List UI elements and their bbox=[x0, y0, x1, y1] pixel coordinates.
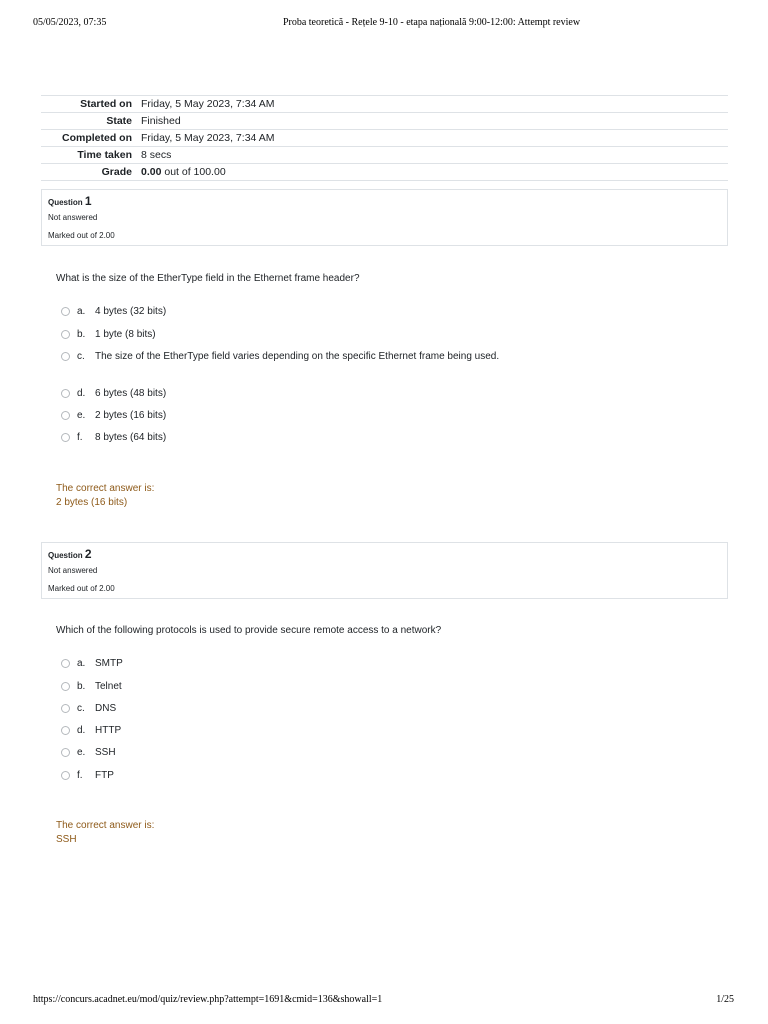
answer-option[interactable] bbox=[61, 386, 166, 400]
option-letter: e. bbox=[77, 746, 86, 758]
option-letter: b. bbox=[77, 680, 86, 692]
summary-value bbox=[141, 166, 226, 178]
summary-value: Finished bbox=[141, 115, 181, 127]
option-letter: d. bbox=[77, 387, 86, 399]
answer-option[interactable] bbox=[61, 679, 122, 693]
question-info-1 bbox=[41, 189, 728, 246]
radio-button[interactable] bbox=[61, 704, 70, 713]
summary-row-state bbox=[41, 113, 728, 130]
summary-row-time-taken bbox=[41, 147, 728, 164]
print-url: https://concurs.acadnet.eu/mod/quiz/review.php?attempt=1691&cmid=136&showall=1 bbox=[33, 994, 383, 1005]
option-text: 2 bytes (16 bits) bbox=[95, 409, 167, 421]
question-text: Which of the following protocols is used to provide secure remote access to a network? bbox=[56, 625, 442, 636]
radio-button[interactable] bbox=[61, 726, 70, 735]
answer-option[interactable] bbox=[61, 656, 123, 670]
option-letter: a. bbox=[77, 305, 86, 317]
summary-row-completed bbox=[41, 130, 728, 147]
radio-button[interactable] bbox=[61, 433, 70, 442]
option-letter: d. bbox=[77, 724, 86, 736]
print-header bbox=[0, 17, 768, 31]
summary-label: Time taken bbox=[77, 149, 132, 161]
question-label: Question bbox=[48, 198, 83, 207]
question-marks: Marked out of 2.00 bbox=[48, 584, 115, 593]
question-label: Question bbox=[48, 551, 83, 560]
summary-label: Started on bbox=[80, 98, 132, 110]
answer-option[interactable] bbox=[61, 349, 499, 363]
correct-answer-label: The correct answer is: bbox=[56, 820, 155, 831]
question-status: Not answered bbox=[48, 566, 98, 575]
option-letter: c. bbox=[77, 350, 85, 362]
radio-button[interactable] bbox=[61, 352, 70, 361]
option-letter: e. bbox=[77, 409, 86, 421]
option-text: Telnet bbox=[95, 680, 122, 692]
page-number: 1/25 bbox=[716, 994, 734, 1005]
option-letter: f. bbox=[77, 431, 83, 443]
grade-score: 0.00 bbox=[141, 166, 162, 178]
option-letter: c. bbox=[77, 702, 85, 714]
print-footer bbox=[0, 994, 768, 1008]
answer-option[interactable] bbox=[61, 745, 116, 759]
print-title: Proba teoretică - Rețele 9-10 - etapa națională 9:00-12:00: Attempt review bbox=[282, 17, 581, 28]
grade-total: out of 100.00 bbox=[161, 166, 226, 178]
answer-option[interactable] bbox=[61, 768, 114, 782]
radio-button[interactable] bbox=[61, 307, 70, 316]
option-text: 4 bytes (32 bits) bbox=[95, 305, 167, 317]
option-text: 6 bytes (48 bits) bbox=[95, 387, 167, 399]
option-text: HTTP bbox=[95, 724, 122, 736]
radio-button[interactable] bbox=[61, 771, 70, 780]
question-num: 2 bbox=[84, 547, 92, 561]
answer-option[interactable] bbox=[61, 723, 121, 737]
attempt-summary-table bbox=[41, 95, 728, 181]
option-letter: a. bbox=[77, 657, 86, 669]
radio-button[interactable] bbox=[61, 659, 70, 668]
print-date: 05/05/2023, 07:35 bbox=[33, 17, 107, 28]
summary-value: Friday, 5 May 2023, 7:34 AM bbox=[141, 132, 275, 144]
question-num: 1 bbox=[84, 194, 92, 208]
radio-button[interactable] bbox=[61, 389, 70, 398]
option-letter: b. bbox=[77, 328, 86, 340]
answer-option[interactable] bbox=[61, 327, 156, 341]
summary-row-started bbox=[41, 96, 728, 113]
option-text: SMTP bbox=[95, 657, 123, 669]
summary-value: Friday, 5 May 2023, 7:34 AM bbox=[141, 98, 275, 110]
question-number bbox=[48, 195, 721, 209]
correct-answer-feedback bbox=[56, 819, 154, 847]
summary-label: Completed on bbox=[62, 132, 132, 144]
option-text: 1 byte (8 bits) bbox=[95, 328, 156, 340]
correct-answer-feedback bbox=[56, 482, 154, 510]
question-info-2 bbox=[41, 542, 728, 599]
radio-button[interactable] bbox=[61, 682, 70, 691]
correct-answer-value: SSH bbox=[56, 834, 77, 845]
option-text: SSH bbox=[95, 746, 116, 758]
answer-option[interactable] bbox=[61, 430, 166, 444]
option-text: The size of the EtherType field varies depending on the specific Ethernet frame being used. bbox=[95, 350, 500, 362]
question-marks: Marked out of 2.00 bbox=[48, 231, 115, 240]
question-text: What is the size of the EtherType field in the Ethernet frame header? bbox=[56, 273, 360, 284]
summary-label: State bbox=[106, 115, 132, 127]
question-number bbox=[48, 548, 721, 562]
option-text: DNS bbox=[95, 702, 117, 714]
radio-button[interactable] bbox=[61, 411, 70, 420]
option-text: 8 bytes (64 bits) bbox=[95, 431, 167, 443]
correct-answer-value: 2 bytes (16 bits) bbox=[56, 497, 128, 508]
question-status: Not answered bbox=[48, 213, 98, 222]
summary-value: 8 secs bbox=[141, 149, 172, 161]
correct-answer-label: The correct answer is: bbox=[56, 483, 155, 494]
radio-button[interactable] bbox=[61, 748, 70, 757]
option-text: FTP bbox=[95, 769, 114, 781]
answer-option[interactable] bbox=[61, 701, 116, 715]
summary-row-grade bbox=[41, 164, 728, 181]
answer-option[interactable] bbox=[61, 408, 166, 422]
answer-option[interactable] bbox=[61, 304, 166, 318]
summary-label: Grade bbox=[101, 166, 132, 178]
option-letter: f. bbox=[77, 769, 83, 781]
radio-button[interactable] bbox=[61, 330, 70, 339]
